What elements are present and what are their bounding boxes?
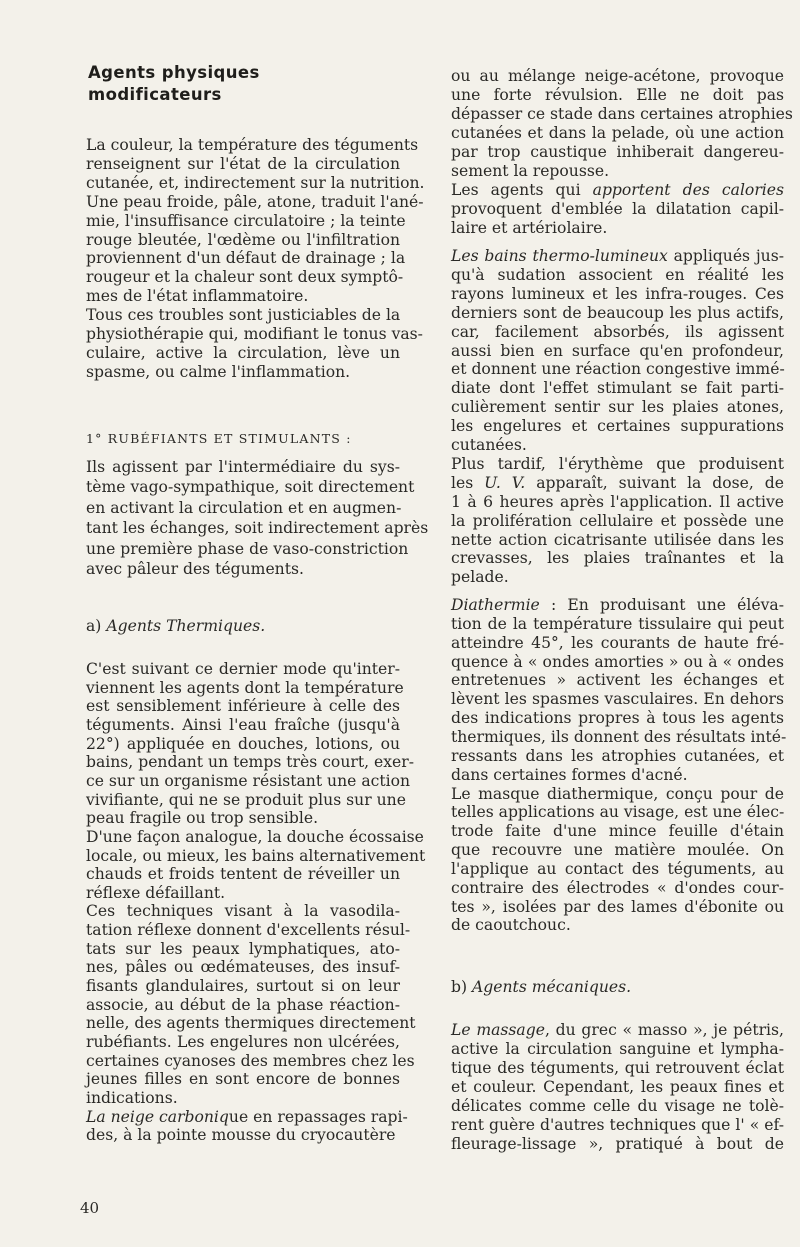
right-paragraph-3-line: ressants dans les atrophies cutanées, et xyxy=(451,746,784,765)
right-paragraph-3-line: tes », isolées par des lames d'ébonite ou xyxy=(451,897,784,916)
intro-paragraph-line: rouge bleutée, l'œdème ou l'infiltration xyxy=(86,230,400,249)
right-paragraph-2-line: nette action cicatrisante utilisée dans les xyxy=(451,530,784,549)
thermiques-paragraph-line: locale, ou mieux, les bains alternativement xyxy=(86,846,426,865)
right-paragraph-2-line: derniers sont de beaucoup les plus actifs, xyxy=(451,303,784,322)
intro-paragraph-line: Tous ces troubles sont justiciables de la xyxy=(86,306,401,325)
thermiques-paragraph-line: tation réflexe donnent d'excellents résul- xyxy=(86,921,411,940)
right-paragraph-2-line: qu'à sudation associent en réalité les xyxy=(451,265,784,284)
subsection-heading-thermiques: a) Agents Thermiques. xyxy=(86,617,266,635)
right-paragraph-1-line: sement la repousse. xyxy=(451,162,610,180)
right-paragraph-4-line: tique des téguments, qui retrouvent éclat xyxy=(451,1059,784,1077)
right-paragraph-3-line: thermiques, ils donnent des résultats inté- xyxy=(451,727,787,746)
right-paragraph-2-line: les U. V. apparaît, suivant la dose, de xyxy=(451,473,784,492)
intro-paragraph-line: mie, l'insuffisance circulatoire ; la teinte xyxy=(86,211,406,230)
thermiques-paragraph-line: C'est suivant ce dernier mode qu'inter- xyxy=(86,660,400,678)
right-paragraph-3-line: dans certaines formes d'acné. xyxy=(451,765,688,784)
section1-paragraph-line: en activant la circulation et en augmen- xyxy=(86,498,402,517)
right-paragraph-1-line: par trop caustique inhiberait dangereu- xyxy=(451,143,784,161)
right-paragraph-2-line: et donnent une réaction congestive immé- xyxy=(451,360,785,379)
intro-paragraph-line: Une peau froide, pâle, atone, traduit l'ané- xyxy=(86,192,424,211)
thermiques-paragraph-line: rubéfiants. Les engelures non ulcérées, xyxy=(86,1033,400,1051)
thermiques-paragraph-line: vivifiante, qui ne se produit plus sur une xyxy=(86,790,406,809)
right-paragraph-2-line: la prolifération cellulaire et possède une xyxy=(451,511,784,530)
thermiques-paragraph-line: associe, au début de la phase réaction- xyxy=(86,995,400,1014)
intro-paragraph-line: culaire, active la circulation, lève un xyxy=(86,343,400,362)
right-paragraph-1-line: ou au mélange neige-acétone, provoque xyxy=(451,67,784,85)
section1-paragraph-line: une première phase de vaso-constriction xyxy=(86,539,409,558)
right-paragraph-4-line: active la circulation sanguine et lympha- xyxy=(451,1040,784,1058)
right-paragraph-3-line: Diathermie : En produisant une éléva- xyxy=(451,596,784,614)
right-paragraph-4-line: et couleur. Cependant, les peaux fines et xyxy=(451,1078,784,1096)
right-paragraph-3-line: de caoutchouc. xyxy=(451,916,571,935)
thermiques-paragraph-line: tats sur les peaux lymphatiques, ato- xyxy=(86,939,400,958)
right-paragraph-2-line: pelade. xyxy=(451,568,509,587)
thermiques-paragraph-line: jeunes filles en sont encore de bonnes xyxy=(86,1070,400,1089)
thermiques-paragraph-line: peau fragile ou trop sensible. xyxy=(86,809,319,828)
intro-paragraph-line: rougeur et la chaleur sont deux symptô- xyxy=(86,268,404,287)
right-paragraph-2-line: Plus tardif, l'érythème que produisent xyxy=(451,454,784,473)
right-paragraph-2-line: rayons lumineux et les infra-rouges. Ces xyxy=(451,284,784,303)
right-paragraph-3-line: tion de la température tissulaire qui peut xyxy=(451,614,784,633)
right-paragraph-1-line: cutanées et dans la pelade, où une action xyxy=(451,124,784,142)
right-paragraph-4-line: Le massage, du grec « masso », je pétris, xyxy=(451,1021,784,1039)
right-paragraph-3-line: telles applications au visage, est une élec- xyxy=(451,803,785,822)
right-paragraph-3-line: que recouvre une matière moulée. On xyxy=(451,841,784,860)
right-paragraph-1-line: provoquent d'emblée la dilatation capil- xyxy=(451,200,784,218)
thermiques-paragraph-line: des, à la pointe mousse du cryocautère xyxy=(86,1126,396,1145)
thermiques-paragraph-line: fisants glandulaires, surtout si on leur xyxy=(86,977,400,996)
subsection-heading-mecaniques: b) Agents mécaniques. xyxy=(451,978,632,996)
intro-paragraph-line: spasme, ou calme l'inflammation. xyxy=(86,362,351,381)
right-paragraph-3-line: contraire des électrodes « d'ondes cour- xyxy=(451,878,784,897)
right-paragraph-1-line: laire et artériolaire. xyxy=(451,219,608,237)
right-paragraph-3-line: trode faite d'une mince feuille d'étain xyxy=(451,822,784,841)
intro-paragraph-line: proviennent d'un défaut de drainage ; la xyxy=(86,249,406,268)
right-paragraph-3-line: des indications propres à tous les agents xyxy=(451,709,784,728)
intro-paragraph-line: cutanée, et, indirectement sur la nutrition. xyxy=(86,173,425,192)
intro-paragraph-line: renseignent sur l'état de la circulation xyxy=(86,154,400,173)
thermiques-paragraph-line: D'une façon analogue, la douche écossaise xyxy=(86,827,424,846)
section1-paragraph-line: Ils agissent par l'intermédiaire du sys- xyxy=(86,458,400,476)
thermiques-paragraph-line: chauds et froids tentent de réveiller un xyxy=(86,865,400,884)
right-paragraph-4-line: rent guère d'autres techniques que l' « ef- xyxy=(451,1116,784,1134)
right-paragraph-1-line: une forte révulsion. Elle ne doit pas xyxy=(451,86,784,104)
thermiques-paragraph-line: réflexe défaillant. xyxy=(86,883,226,902)
thermiques-paragraph-line: La neige carbonique en repassages rapi- xyxy=(86,1107,408,1126)
right-paragraph-2-line: les engelures et certaines suppurations xyxy=(451,417,784,436)
thermiques-paragraph-line: ce sur un organisme résistant une action xyxy=(86,771,411,790)
thermiques-paragraph-line: 22°) appliquée en douches, lotions, ou xyxy=(86,734,400,753)
right-paragraph-3-line: entretenues » activent les échanges et xyxy=(451,671,784,690)
intro-paragraph-line: mes de l'état inflammatoire. xyxy=(86,287,309,306)
thermiques-paragraph-line: est sensiblement inférieure à celle des xyxy=(86,697,400,716)
right-paragraph-4-line: fleurage-lissage », pratiqué à bout de xyxy=(451,1135,784,1153)
right-paragraph-2-line: crevasses, les plaies traînantes et la xyxy=(451,549,784,568)
right-paragraph-2-line: car, facilement absorbés, ils agissent xyxy=(451,322,784,341)
right-paragraph-3-line: quence à « ondes amorties » ou à « ondes xyxy=(451,652,784,671)
right-paragraph-2-line: aussi bien en surface qu'en profondeur, xyxy=(451,341,784,360)
article-title-line-1: Agents physiques xyxy=(88,63,260,82)
intro-paragraph-line: physiothérapie qui, modifiant le tonus vas- xyxy=(86,325,423,343)
right-paragraph-3-line: l'applique au contact des téguments, au xyxy=(451,859,784,878)
article-title xyxy=(88,62,388,106)
right-paragraph-2-line: culièrement sentir sur les plaies atones, xyxy=(451,398,784,417)
right-paragraph-2-line: cutanées. xyxy=(451,436,527,454)
section1-paragraph-line: avec pâleur des téguments. xyxy=(86,560,304,578)
right-paragraph-2-line: Les bains thermo-lumineux appliqués jus- xyxy=(451,247,784,265)
thermiques-paragraph-line: téguments. Ainsi l'eau fraîche (jusqu'à xyxy=(86,715,400,734)
thermiques-paragraph-line: Ces techniques visant à la vasodila- xyxy=(86,902,400,921)
section1-paragraph-line: tème vago-sympathique, soit directement xyxy=(86,478,415,497)
thermiques-paragraph-line: nes, pâles ou œdémateuses, des insuf- xyxy=(86,958,400,977)
right-paragraph-1-line: dépasser ce stade dans certaines atrophies xyxy=(451,105,793,123)
right-paragraph-1-line: Les agents qui apportent des calories xyxy=(451,181,784,199)
article-title-line-2: modificateurs xyxy=(88,85,222,104)
right-paragraph-3-line: atteindre 45°, les courants de haute fré- xyxy=(451,633,784,652)
thermiques-paragraph-line: certaines cyanoses des membres chez les xyxy=(86,1051,415,1070)
section1-paragraph-line: tant les échanges, soit indirectement après xyxy=(86,519,429,538)
right-paragraph-4-line: délicates comme celle du visage ne tolè- xyxy=(451,1097,784,1115)
right-paragraph-2-line: diate dont l'effet stimulant se fait parti- xyxy=(451,379,784,398)
thermiques-paragraph-line: viennent les agents dont la température xyxy=(86,678,404,697)
right-paragraph-3-line: Le masque diathermique, conçu pour de xyxy=(451,784,784,803)
thermiques-paragraph-line: bains, pendant un temps très court, exer- xyxy=(86,753,414,772)
intro-paragraph-line: La couleur, la température des téguments xyxy=(86,136,419,154)
right-paragraph-2-line: 1 à 6 heures après l'application. Il active xyxy=(451,492,784,511)
thermiques-paragraph-line: nelle, des agents thermiques directement xyxy=(86,1014,416,1033)
page-number: 40 xyxy=(80,1199,100,1217)
right-paragraph-3-line: lèvent les spasmes vasculaires. En dehors xyxy=(451,690,784,709)
section-heading-rubefiants: 1° RUBÉFIANTS ET STIMULANTS : xyxy=(86,431,352,446)
thermiques-paragraph-line: indications. xyxy=(86,1088,178,1107)
